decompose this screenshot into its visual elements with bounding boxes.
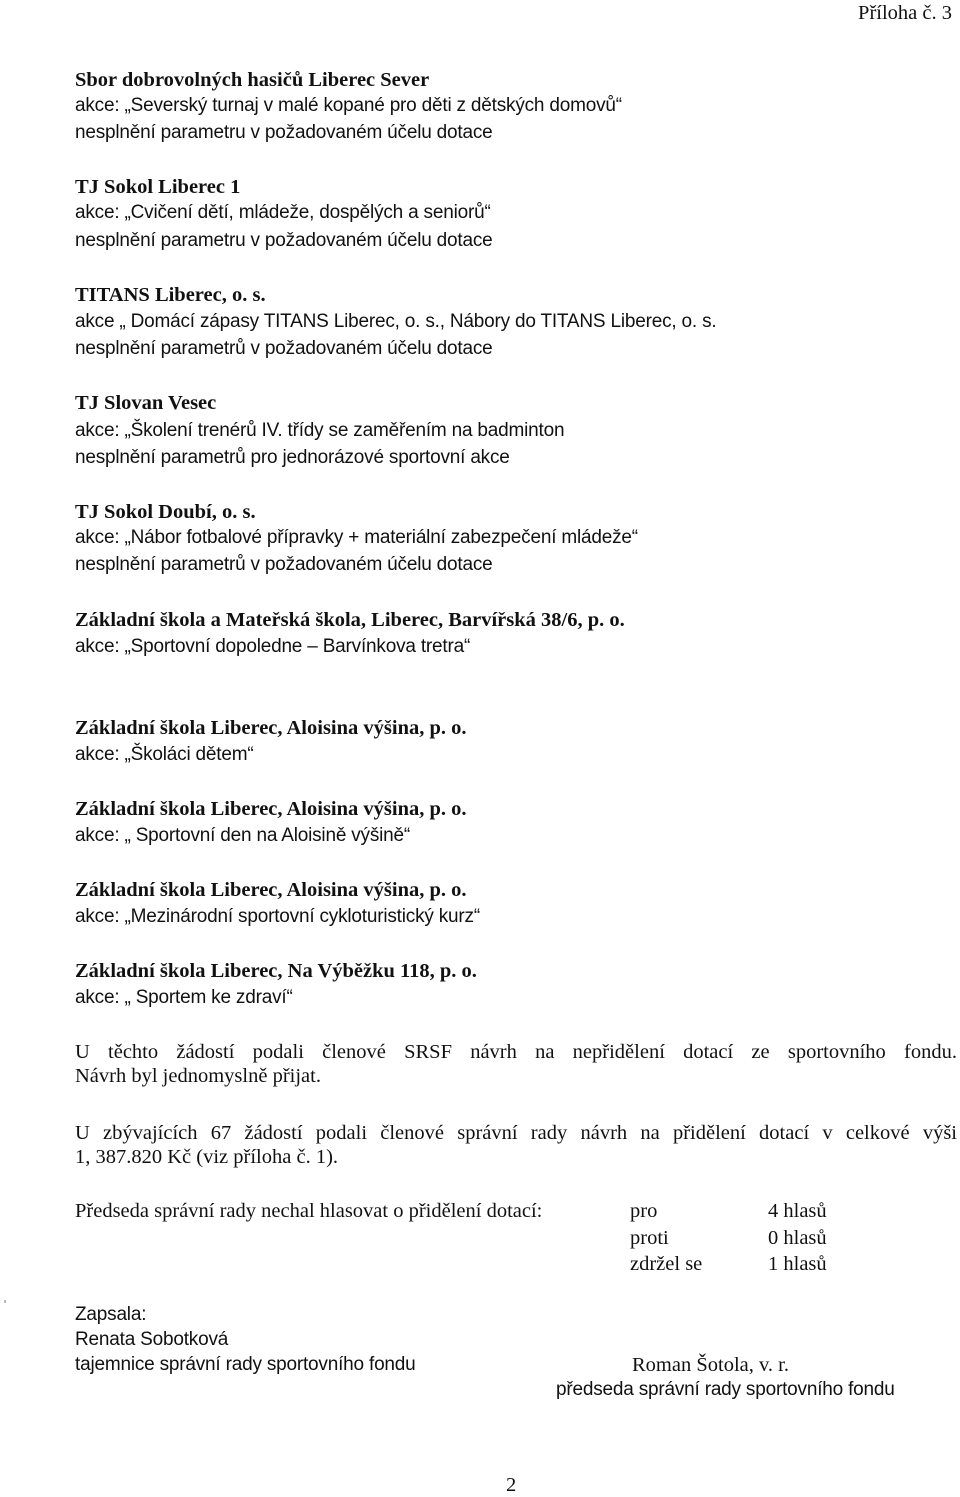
recorded-by-label: Zapsala: bbox=[75, 1304, 147, 1325]
summary-line: U zbývajících 67 žádostí podali členové správní rady návrh na přidělení dotací v celkové výši bbox=[75, 1122, 957, 1144]
entry-action: akce: „Sportovní dopoledne – Barvínkova tretra“ bbox=[75, 636, 471, 657]
recorder-name: Renata Sobotková bbox=[75, 1329, 229, 1350]
entry-organization: Základní škola Liberec, Aloisina výšina, p. o. bbox=[75, 717, 467, 739]
entry-action: akce: „ Sportovní den na Aloisině výšině“ bbox=[75, 825, 411, 846]
recorder-role: tajemnice správní rady sportovního fondu bbox=[75, 1354, 416, 1375]
entry-organization: Základní škola Liberec, Aloisina výšina, p. o. bbox=[75, 798, 467, 820]
entry-action: akce „ Domácí zápasy TITANS Liberec, o. s., Nábory do TITANS Liberec, o. s. bbox=[75, 311, 717, 332]
entry-action: akce: „Školení trenérů IV. třídy se zaměřením na badminton bbox=[75, 420, 565, 441]
chair-role: předseda správní rady sportovního fondu bbox=[556, 1379, 895, 1400]
entry-reason: nesplnění parametrů v požadovaném účelu dotace bbox=[75, 338, 493, 359]
entry-action: akce: „Cvičení dětí, mládeže, dospělých a seniorů“ bbox=[75, 202, 491, 223]
scan-speck bbox=[4, 1300, 6, 1303]
vote-option-label: pro bbox=[630, 1200, 658, 1222]
entry-reason: nesplnění parametru v požadovaném účelu dotace bbox=[75, 122, 493, 143]
page-number: 2 bbox=[506, 1474, 517, 1496]
entry-organization: TITANS Liberec, o. s. bbox=[75, 284, 266, 306]
vote-intro: Předseda správní rady nechal hlasovat o přidělení dotací: bbox=[75, 1200, 543, 1222]
vote-option-label: zdržel se bbox=[630, 1253, 703, 1275]
entry-action: akce: „Školáci dětem“ bbox=[75, 744, 254, 765]
vote-option-label: proti bbox=[630, 1226, 669, 1249]
summary-line: Návrh byl jednomyslně přijat. bbox=[75, 1065, 321, 1087]
entry-organization: TJ Sokol Doubí, o. s. bbox=[75, 501, 256, 523]
entry-organization: Základní škola Liberec, Na Výběžku 118, p. o. bbox=[75, 960, 477, 982]
chair-name: Roman Šotola, v. r. bbox=[632, 1354, 789, 1376]
entry-organization: TJ Sokol Liberec 1 bbox=[75, 176, 241, 198]
attachment-label: Příloha č. 3 bbox=[858, 2, 952, 24]
entry-action: akce: „Mezinárodní sportovní cykloturistický kurz“ bbox=[75, 906, 480, 927]
entry-reason: nesplnění parametrů v požadovaném účelu dotace bbox=[75, 554, 493, 575]
entry-action: akce: „ Sportem ke zdraví“ bbox=[75, 987, 293, 1008]
entry-organization: TJ Slovan Vesec bbox=[75, 392, 217, 414]
summary-line: 1, 387.820 Kč (viz příloha č. 1). bbox=[75, 1146, 339, 1168]
entry-organization: Sbor dobrovolných hasičů Liberec Sever bbox=[75, 69, 430, 91]
entry-organization: Základní škola a Mateřská škola, Liberec, Barvířská 38/6, p. o. bbox=[75, 609, 625, 631]
entry-action: akce: „Nábor fotbalové přípravky + materiální zabezpečení mládeže“ bbox=[75, 527, 638, 548]
vote-count: 1 hlasů bbox=[768, 1253, 827, 1275]
entry-reason: nesplnění parametrů pro jednorázové sportovní akce bbox=[75, 447, 510, 468]
vote-count: 4 hlasů bbox=[768, 1200, 827, 1222]
summary-line: U těchto žádostí podali členové SRSF návrh na nepřidělení dotací ze sportovního fondu. bbox=[75, 1041, 957, 1063]
entry-organization: Základní škola Liberec, Aloisina výšina, p. o. bbox=[75, 879, 467, 901]
entry-reason: nesplnění parametru v požadovaném účelu dotace bbox=[75, 230, 493, 251]
entry-action: akce: „Severský turnaj v malé kopané pro děti z dětských domovů“ bbox=[75, 95, 622, 116]
vote-count: 0 hlasů bbox=[768, 1226, 827, 1249]
